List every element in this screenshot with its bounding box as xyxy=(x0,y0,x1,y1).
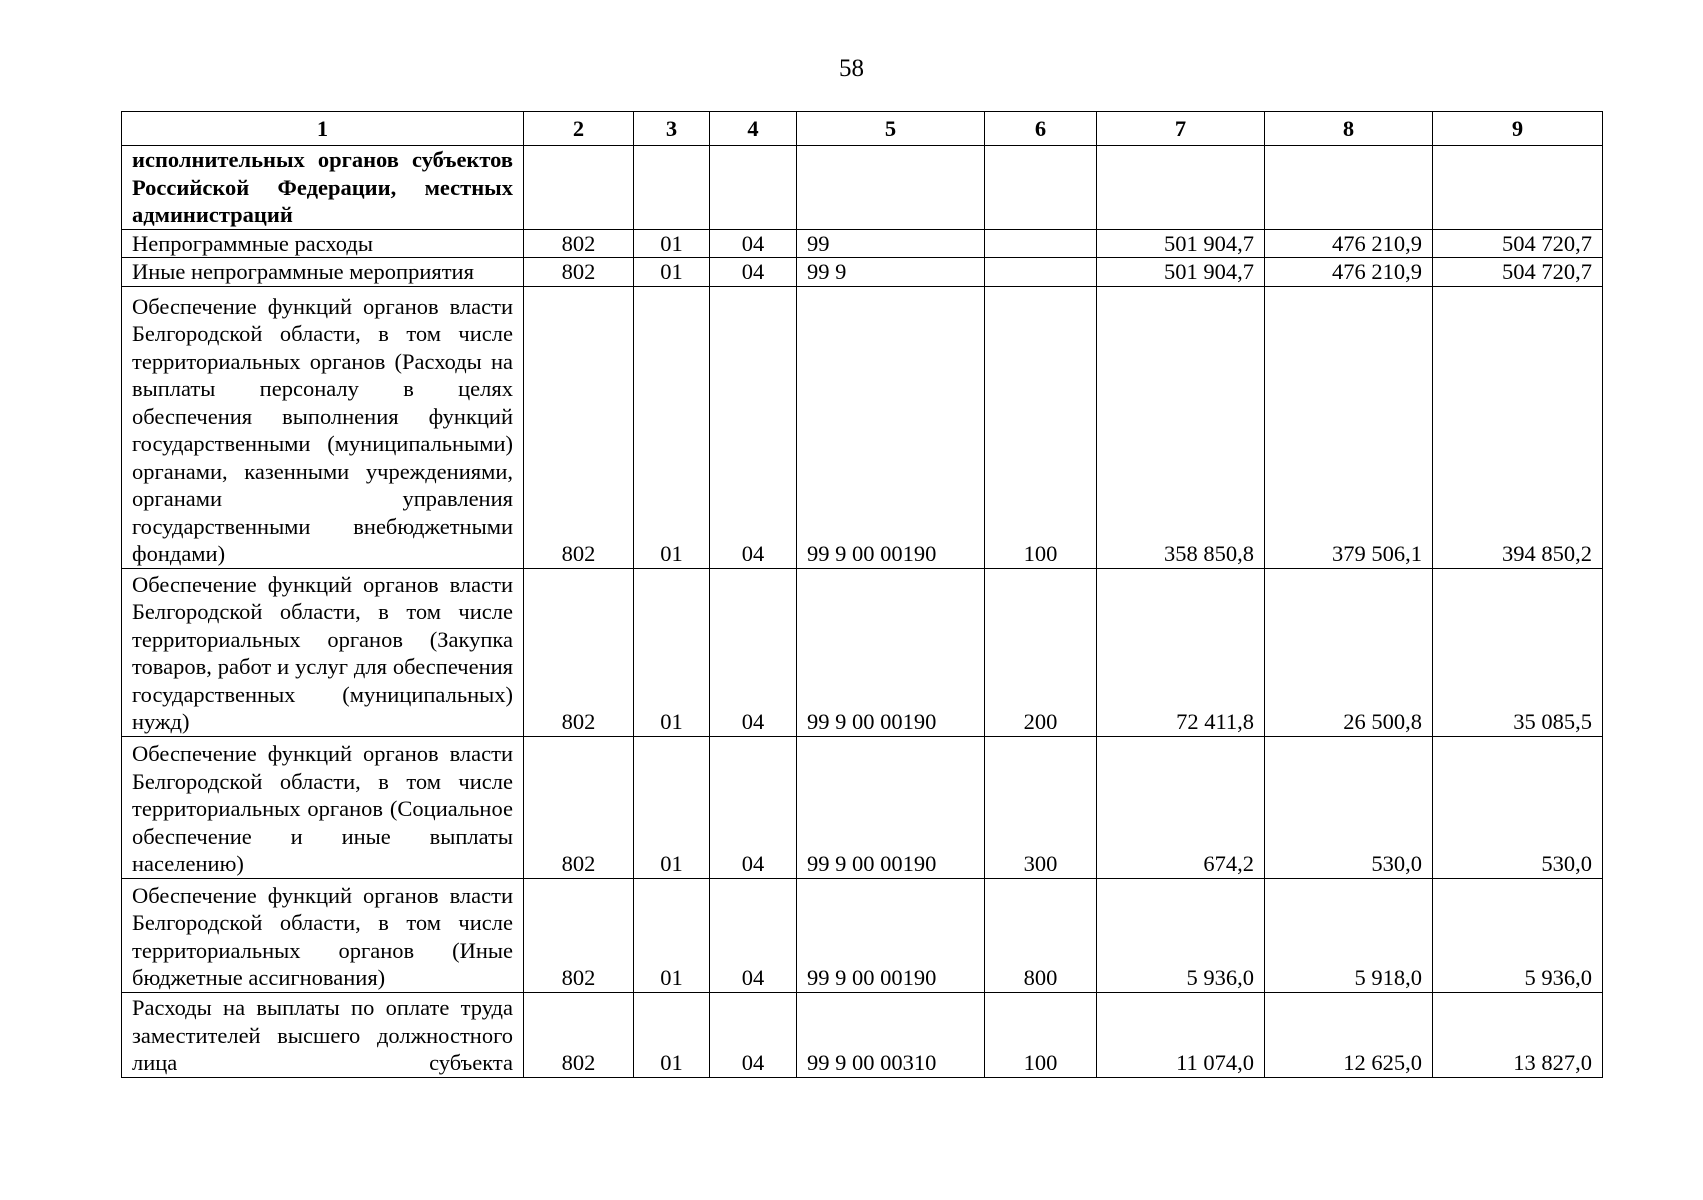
cell-col4 xyxy=(710,146,797,230)
cell-col5: 99 9 00 00190 xyxy=(797,736,985,878)
header-cell-5: 5 xyxy=(797,112,985,146)
cell-col7: 5 936,0 xyxy=(1097,878,1265,992)
cell-col3: 01 xyxy=(634,568,710,736)
cell-col2: 802 xyxy=(524,568,634,736)
cell-col3: 01 xyxy=(634,258,710,287)
cell-col7: 11 074,0 xyxy=(1097,992,1265,1077)
header-cell-6: 6 xyxy=(985,112,1097,146)
cell-col5 xyxy=(797,146,985,230)
table-row xyxy=(122,878,1603,992)
expense-name: Обеспечение функций органов власти Белгородской области, в том числе территориальных органов (Расходы на выплаты персоналу в целях обеспечения выполнения функций государственными (муниципальными) органами, казенными учреждениями, органами управления государственными внебюджетными фондами) xyxy=(122,286,524,568)
cell-col9: 504 720,7 xyxy=(1433,258,1603,287)
cell-col9: 394 850,2 xyxy=(1433,286,1603,568)
table-row xyxy=(122,992,1603,1077)
cell-col8: 476 210,9 xyxy=(1265,258,1433,287)
cell-col2: 802 xyxy=(524,286,634,568)
cell-col2: 802 xyxy=(524,992,634,1077)
cell-col5: 99 xyxy=(797,229,985,258)
cell-col5: 99 9 00 00190 xyxy=(797,286,985,568)
cell-col9: 504 720,7 xyxy=(1433,229,1603,258)
cell-col6: 200 xyxy=(985,568,1097,736)
cell-col5: 99 9 00 00190 xyxy=(797,878,985,992)
header-row xyxy=(122,112,1603,146)
cell-col6: 100 xyxy=(985,992,1097,1077)
header-cell-7: 7 xyxy=(1097,112,1265,146)
cell-col4: 04 xyxy=(710,878,797,992)
cell-col7: 358 850,8 xyxy=(1097,286,1265,568)
cell-col8: 530,0 xyxy=(1265,736,1433,878)
cell-col8: 476 210,9 xyxy=(1265,229,1433,258)
expense-name: Расходы на выплаты по оплате труда заместителей высшего должностного лица субъекта xyxy=(122,992,524,1077)
cell-col8 xyxy=(1265,146,1433,230)
budget-table xyxy=(121,111,1603,1078)
cell-col3 xyxy=(634,146,710,230)
cell-col2: 802 xyxy=(524,258,634,287)
cell-col4: 04 xyxy=(710,736,797,878)
expense-name: Обеспечение функций органов власти Белгородской области, в том числе территориальных органов (Закупка товаров, работ и услуг для обеспечения государственных (муниципальных) нужд) xyxy=(122,568,524,736)
cell-col9: 5 936,0 xyxy=(1433,878,1603,992)
cell-col4: 04 xyxy=(710,568,797,736)
cell-col3: 01 xyxy=(634,992,710,1077)
cell-col7: 72 411,8 xyxy=(1097,568,1265,736)
cell-col9: 530,0 xyxy=(1433,736,1603,878)
table-row xyxy=(122,258,1603,287)
cell-col4: 04 xyxy=(710,286,797,568)
header-cell-4: 4 xyxy=(710,112,797,146)
cell-col8: 5 918,0 xyxy=(1265,878,1433,992)
cell-col3: 01 xyxy=(634,736,710,878)
cell-col5: 99 9 00 00310 xyxy=(797,992,985,1077)
cell-col7 xyxy=(1097,146,1265,230)
expense-name: Обеспечение функций органов власти Белгородской области, в том числе территориальных органов (Иные бюджетные ассигнования) xyxy=(122,878,524,992)
cell-col7: 674,2 xyxy=(1097,736,1265,878)
cell-col7: 501 904,7 xyxy=(1097,258,1265,287)
cell-col3: 01 xyxy=(634,229,710,258)
cell-col9 xyxy=(1433,146,1603,230)
cell-col6 xyxy=(985,229,1097,258)
table-row xyxy=(122,229,1603,258)
cell-col8: 12 625,0 xyxy=(1265,992,1433,1077)
header-cell-3: 3 xyxy=(634,112,710,146)
cell-col5: 99 9 00 00190 xyxy=(797,568,985,736)
header-cell-2: 2 xyxy=(524,112,634,146)
header-cell-1: 1 xyxy=(122,112,524,146)
header-cell-9: 9 xyxy=(1433,112,1603,146)
table-row xyxy=(122,736,1603,878)
cell-col2: 802 xyxy=(524,878,634,992)
cell-col3: 01 xyxy=(634,286,710,568)
cell-col9: 35 085,5 xyxy=(1433,568,1603,736)
cell-col2: 802 xyxy=(524,736,634,878)
header-cell-8: 8 xyxy=(1265,112,1433,146)
cell-col4: 04 xyxy=(710,229,797,258)
expense-name: исполнительных органов субъектов Российской Федерации, местных администраций xyxy=(122,146,524,230)
table-row xyxy=(122,146,1603,230)
cell-col8: 26 500,8 xyxy=(1265,568,1433,736)
cell-col6 xyxy=(985,146,1097,230)
cell-col2: 802 xyxy=(524,229,634,258)
cell-col2 xyxy=(524,146,634,230)
page-number: 58 xyxy=(839,55,864,82)
cell-col6: 300 xyxy=(985,736,1097,878)
table-row xyxy=(122,286,1603,568)
expense-name: Непрограммные расходы xyxy=(122,229,524,258)
expense-name: Обеспечение функций органов власти Белгородской области, в том числе территориальных органов (Социальное обеспечение и иные выплаты населению) xyxy=(122,736,524,878)
cell-col9: 13 827,0 xyxy=(1433,992,1603,1077)
cell-col6: 100 xyxy=(985,286,1097,568)
cell-col8: 379 506,1 xyxy=(1265,286,1433,568)
cell-col7: 501 904,7 xyxy=(1097,229,1265,258)
cell-col5: 99 9 xyxy=(797,258,985,287)
cell-col4: 04 xyxy=(710,258,797,287)
cell-col6 xyxy=(985,258,1097,287)
cell-col3: 01 xyxy=(634,878,710,992)
cell-col4: 04 xyxy=(710,992,797,1077)
cell-col6: 800 xyxy=(985,878,1097,992)
expense-name: Иные непрограммные мероприятия xyxy=(122,258,524,287)
table-row xyxy=(122,568,1603,736)
